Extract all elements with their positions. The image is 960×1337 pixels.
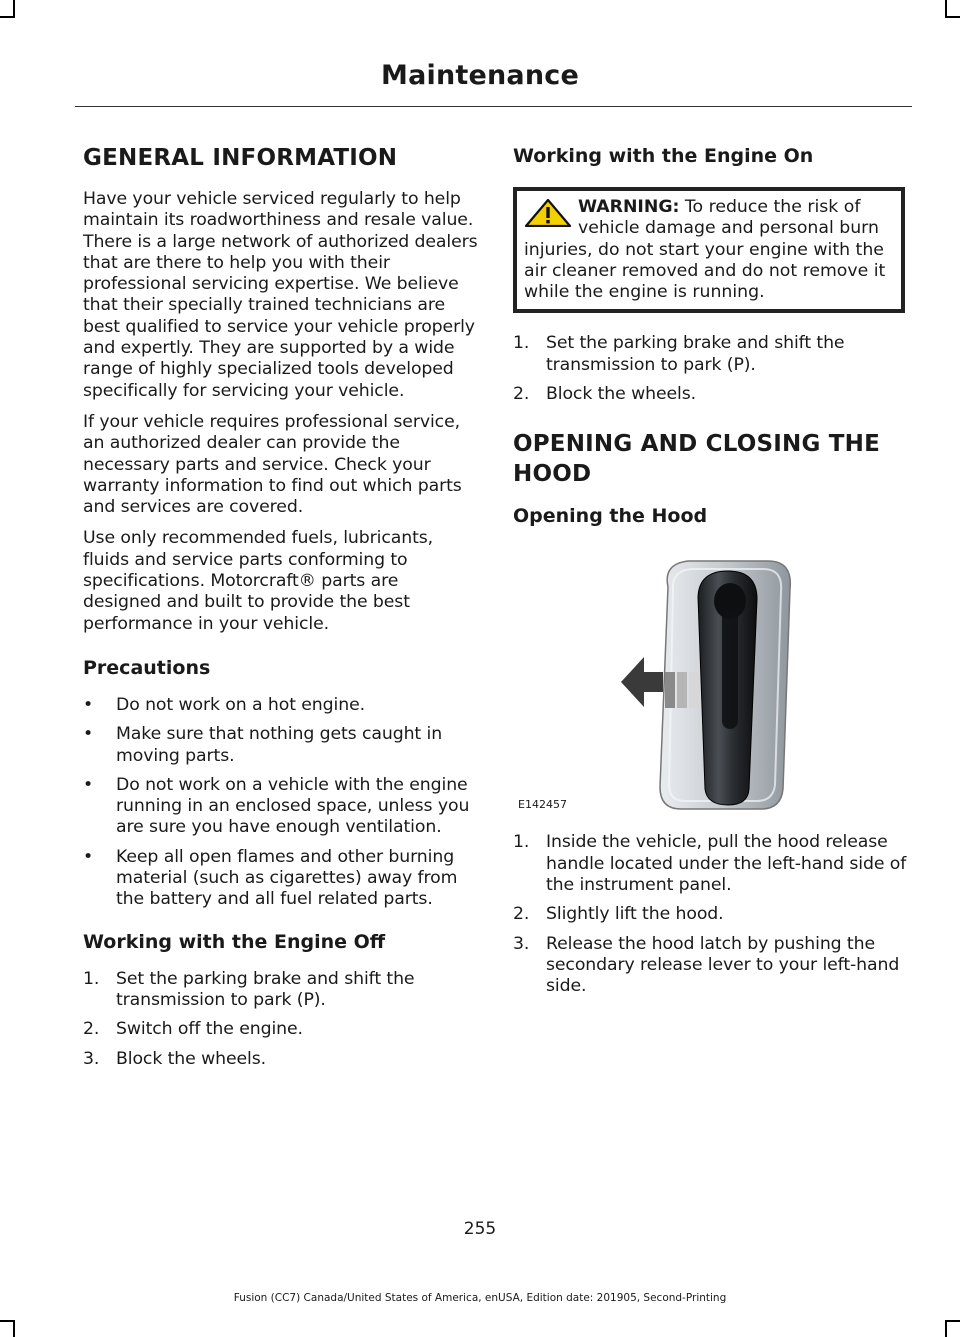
list-item-text: Set the parking brake and shift the transmission to park (P). [546,333,845,375]
step-number: 1. [83,968,100,989]
list-item [513,934,908,998]
header-divider [75,106,912,107]
page-header-title: Maintenance [381,60,579,91]
page-footer: Fusion (CC7) Canada/United States of America, enUSA, Edition date: 201905, Second-Printing [233,1292,727,1304]
list-item [83,695,478,716]
bullet: • [83,724,94,745]
list-item [513,384,908,405]
step-number: 1. [513,832,530,853]
precautions-list [83,695,478,911]
hood-release-handle-illustration [513,539,908,814]
step-number: 2. [513,904,530,925]
crop-mark [13,1320,15,1337]
list-item-text: Do not work on a hot engine. [116,694,366,715]
engine-on-heading: Working with the Engine On [513,145,814,167]
general-information-heading: GENERAL INFORMATION [83,145,398,171]
page-number: 255 [463,1219,497,1239]
list-item-text: Inside the vehicle, pull the hood release handle located under the left-hand side of the instrument panel. [546,832,907,895]
step-number: 1. [513,333,530,354]
paragraph: Use only recommended fuels, lubricants, fluids and service parts conforming to specifications. Motorcraft® parts are designed and built to provide the best performance in your vehicle. [83,528,434,634]
bullet: • [83,774,94,795]
warning-box [513,187,905,313]
engine-off-heading: Working with the Engine Off [83,930,386,953]
step-number: 3. [513,933,530,954]
list-item [83,1019,478,1040]
list-item [83,775,478,839]
opening-hood-heading: Opening the Hood [513,505,708,528]
list-item [513,832,908,896]
warning-label: WARNING: [578,197,680,217]
precautions-heading: Precautions [83,656,211,679]
list-item-text: Slightly lift the hood. [546,904,724,925]
opening-hood-steps [513,832,908,997]
bullet: • [83,694,94,715]
crop-mark [945,1320,960,1322]
list-item-text: Keep all open flames and other burning material (such as cigarettes) away from the battery and all fuel related parts. [116,846,458,910]
list-item [513,904,908,925]
list-item-text: Release the hood latch by pushing the secondary release lever to your left-hand side. [546,933,900,997]
list-item [83,847,478,911]
hood-section-heading: OPENING AND CLOSING THE HOOD [513,431,880,488]
left-column [83,143,478,1078]
right-column [513,143,908,1005]
list-item [83,969,478,1012]
list-item-text: Make sure that nothing gets caught in moving parts. [116,724,443,766]
step-number: 3. [83,1048,100,1069]
crop-mark [945,16,960,18]
list-item-text: Block the wheels. [546,384,697,405]
engine-on-steps [513,333,908,405]
step-number: 2. [513,384,530,405]
list-item [83,1049,478,1070]
paragraph: If your vehicle requires professional service, an authorized dealer can provide the necessary parts and service. Check your warranty information to find out which parts and services are covered. [83,411,462,518]
hood-release-figure [513,539,908,814]
paragraph: Have your vehicle serviced regularly to help maintain its roadworthiness and resale value. There is a large network of authorized dealers that are there to help you with their professional servicing expertise. We believe that their specially trained technicians are best qualified to service your vehicle properly and expertly. They are supported by a wide range of highly specialized tools developed specifically for servicing your vehicle. [83,189,478,401]
list-item [83,724,478,767]
bullet: • [83,846,94,867]
list-item-text: Do not work on a vehicle with the engine running in an enclosed space, unless you are sure you have enough ventilation. [116,774,470,838]
list-item-text: Switch off the engine. [116,1019,303,1040]
crop-mark [945,1320,947,1337]
engine-off-steps [83,969,478,1070]
crop-mark [0,16,15,18]
list-item-text: Block the wheels. [116,1048,267,1069]
step-number: 2. [83,1019,100,1040]
list-item [513,333,908,376]
figure-code: E142457 [518,798,567,812]
warning-triangle-icon [524,199,572,227]
warning-text: To reduce the risk of vehicle damage and personal burn injuries, do not start your engine with the air cleaner removed and do not remove it while the engine is running. [524,197,886,303]
list-item-text: Set the parking brake and shift the transmission to park (P). [116,968,415,1010]
